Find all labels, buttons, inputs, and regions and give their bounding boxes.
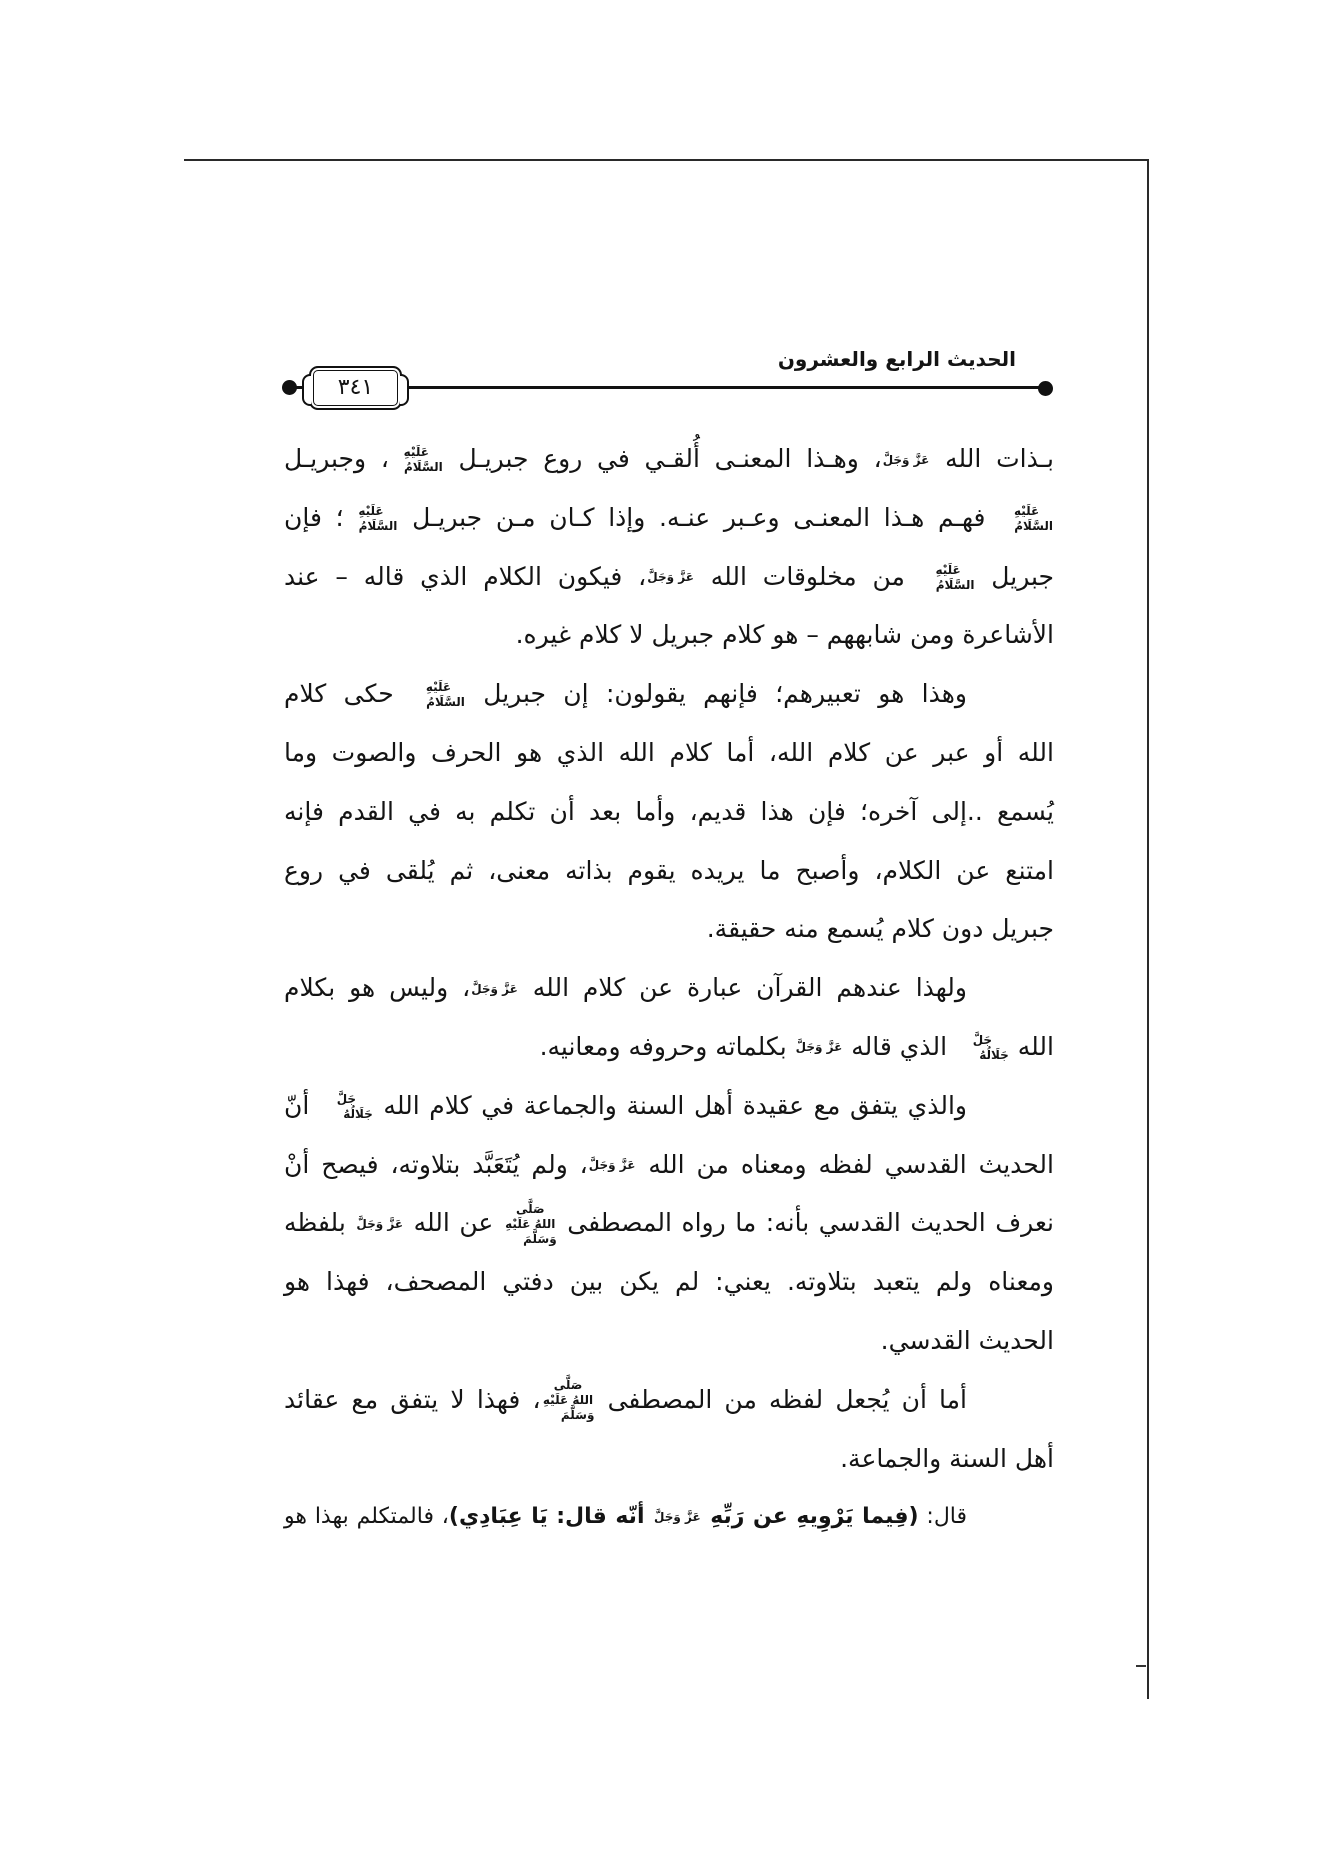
paragraph (284, 1077, 1054, 1371)
text-segment: ، ولم يُتَعَبَّد بتلاوته، فيصح أنْ (284, 1149, 588, 1179)
honorific-glyph: عَلَيْهِ السَّلَامُ (403, 445, 443, 474)
text-segment: ؛ فإن (284, 502, 344, 532)
honorific-glyph: عَزَّ وَجَلَّ (654, 1509, 701, 1524)
text-segment: الحديث القدسي لفظه ومعناه من الله (636, 1149, 1054, 1179)
honorific-glyph: عَزَّ وَجَلَّ (471, 981, 518, 996)
paragraph (284, 430, 1054, 665)
text-segment: نعرف الحديث القدسي بأنه: ما رواه المصطفى (557, 1208, 1054, 1238)
text-segment: عن الله (404, 1208, 503, 1238)
text-segment: ولهذا عندهم القرآن عبارة عن كلام الله (518, 973, 967, 1003)
right-border-rule (1147, 159, 1149, 1699)
text-segment: الله أو عبر عن كلام الله، أما كلام الله الذي هو الحرف والصوت وما (284, 737, 1054, 767)
text-segment: جبريل (975, 561, 1054, 591)
honorific-glyph: عَلَيْهِ السَّلَامُ (358, 503, 398, 533)
honorific-glyph: صَلَّى اللهُ عَلَيْهِ وَسَلَّمَ (505, 1201, 557, 1246)
text-segment: ، فالمتكلم بهذا هو (284, 1504, 449, 1530)
top-border-rule (184, 159, 1149, 161)
text-segment: أهل السنة والجماعة. (840, 1443, 1054, 1473)
body-text (284, 430, 1054, 1547)
text-segment: أنّ (284, 1090, 319, 1120)
paragraph (284, 1371, 1054, 1489)
text-segment: ، وهـذا المعنـى أُلقـي في روع جبريـل (443, 444, 882, 473)
text-segment: فهـم هـذا المعنـى وعـبر عنـه. وإذا كـان مـن جبريـل (398, 502, 1000, 532)
text-segment: بكلماته وحروفه ومعانيه. (539, 1031, 795, 1061)
text-segment: الحديث القدسي. (880, 1325, 1054, 1355)
text-line (284, 900, 1054, 959)
hadith-quote-text: (فِيما يَرْوِيهِ عن رَبِّهِ (701, 1504, 919, 1530)
text-line (284, 724, 1054, 783)
text-line (284, 1136, 1054, 1195)
text-segment: من مخلوقات الله (694, 561, 921, 591)
text-line (284, 1253, 1054, 1312)
honorific-glyph: صَلَّى اللهُ عَلَيْهِ وَسَلَّمَ (542, 1378, 595, 1423)
hadith-quote-text: أنّه قال: يَا عِبَادِي) (448, 1504, 654, 1530)
text-segment: الذي قاله (843, 1031, 955, 1061)
text-line (284, 430, 1054, 489)
header-rule-end-dot (1038, 381, 1053, 396)
text-segment: الله (1009, 1031, 1054, 1061)
honorific-glyph: عَزَّ وَجَلَّ (356, 1216, 404, 1231)
page-number: ٣٤١ (337, 375, 374, 400)
text-line (284, 665, 1054, 724)
text-segment: ، فهذا لا يتفق مع عقائد (284, 1384, 541, 1414)
honorific-glyph: جَلَّ جَلَالُهُ (336, 1091, 373, 1121)
text-segment: امتنع عن الكلام، وأصبح ما يريده يقوم بذاته معنى، ثم يُلقى في روع (284, 855, 1054, 885)
margin-tick-mark (1136, 1665, 1146, 1667)
paragraph (284, 959, 1054, 1077)
text-line (284, 1488, 1054, 1547)
text-line (284, 1430, 1054, 1489)
honorific-glyph: عَزَّ وَجَلَّ (795, 1040, 843, 1055)
text-segment: حكى كلام (284, 679, 412, 709)
text-segment: جبريل دون كلام يُسمع منه حقيقة. (706, 914, 1054, 944)
text-line (284, 489, 1054, 548)
text-segment: ومعناه ولم يتعبد بتلاوته. يعني: لم يكن بين دفتي المصحف، فهذا هو (284, 1267, 1054, 1297)
text-line (284, 842, 1054, 901)
honorific-glyph: عَزَّ وَجَلَّ (588, 1158, 636, 1173)
text-line (284, 1371, 1054, 1430)
honorific-glyph: عَزَّ وَجَلَّ (882, 452, 930, 467)
text-segment: ، وليس هو بكلام (284, 973, 471, 1003)
text-segment: قال: (918, 1504, 968, 1530)
honorific-glyph: عَلَيْهِ السَّلَامُ (1013, 503, 1053, 533)
text-segment: ، فيكون الكلام الذي قاله – عند (284, 561, 647, 591)
text-segment: والذي يتفق مع عقيدة أهل السنة والجماعة في كلام الله (373, 1090, 967, 1120)
paragraph (284, 1488, 1054, 1547)
running-header-title: الحديث الرابع والعشرون (777, 347, 1016, 371)
honorific-glyph: جَلَّ جَلَالُهُ (972, 1032, 1009, 1062)
text-line (284, 959, 1054, 1018)
text-segment: ، وجبريـل (284, 444, 389, 473)
text-segment: الأشاعرة ومن شابههم – هو كلام جبريل لا كلام غيره. (515, 620, 1054, 650)
text-line (284, 1077, 1054, 1136)
page-number-frame (309, 366, 402, 410)
honorific-glyph: عَلَيْهِ السَّلَامُ (935, 562, 975, 592)
text-segment: بـذات الله (930, 444, 1054, 473)
text-line (284, 783, 1054, 842)
honorific-glyph: عَزَّ وَجَلَّ (647, 570, 694, 585)
honorific-glyph: عَلَيْهِ السَّلَامُ (425, 680, 465, 710)
text-segment: أما أن يُجعل لفظه من المصطفى (595, 1384, 967, 1414)
text-line (284, 1018, 1054, 1077)
text-segment: يُسمع ..إلى آخره؛ فإن هذا قديم، وأما بعد أن تكلم به في القدم فإنه (284, 796, 1054, 826)
text-segment: بلفظه (284, 1208, 356, 1238)
text-line (284, 1194, 1054, 1253)
paragraph (284, 665, 1054, 959)
text-line (284, 606, 1054, 665)
header-rule-end-dot (282, 380, 297, 395)
text-segment: وهذا هو تعبيرهم؛ فإنهم يقولون: إن جبريل (465, 679, 967, 709)
text-line (284, 1312, 1054, 1371)
text-line (284, 548, 1054, 607)
